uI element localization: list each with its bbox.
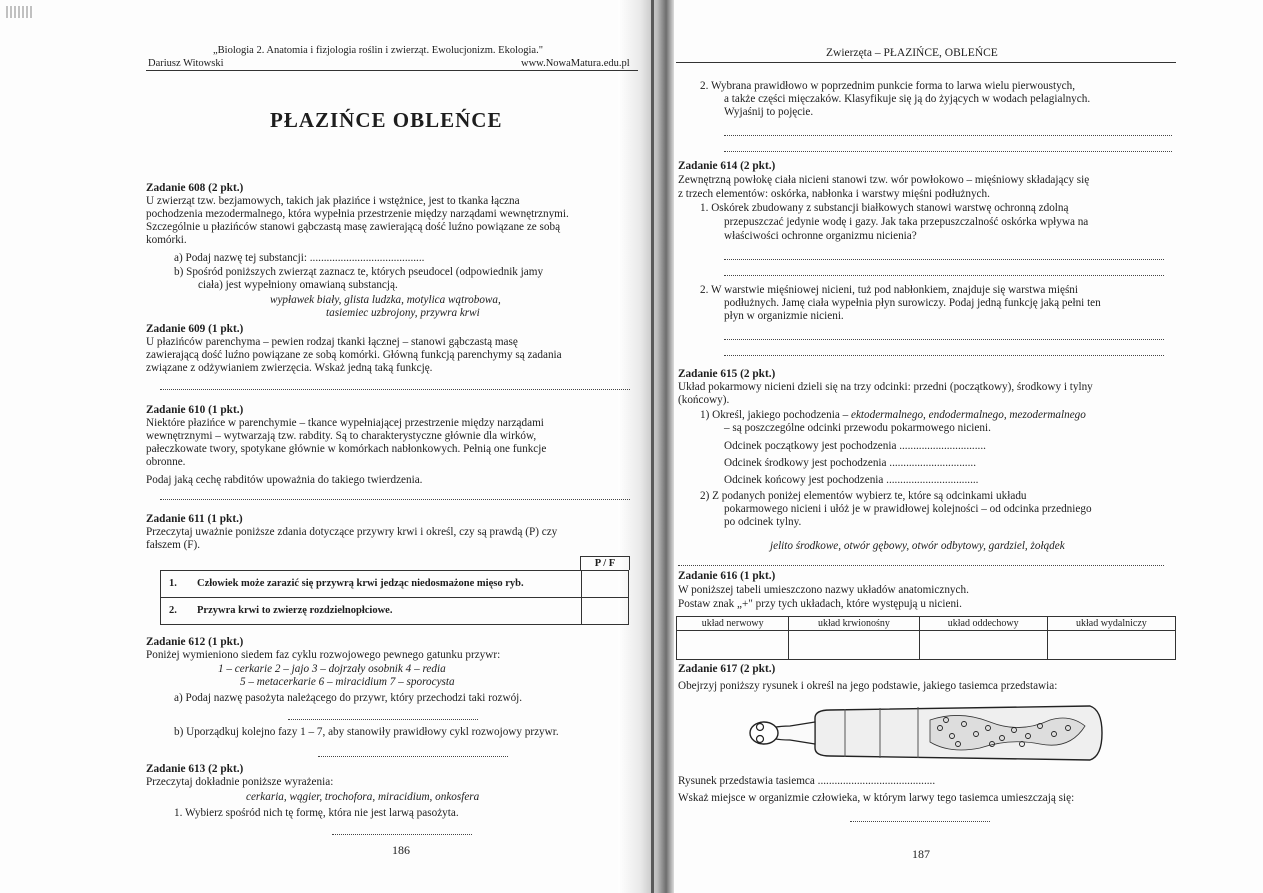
task-614-question-2-2: podłużnych. Jamę ciała wypełnia płyn surowiczy. Podaj jedną funkcję jaką pełni ten xyxy=(724,297,1101,309)
task-608-text-2: pochodzenia mezodermalnego, która wypełnia przestrzenie między narządami wewnętrznymi. xyxy=(146,208,569,220)
task-615-text-2: (końcowy). xyxy=(678,394,730,406)
task-615-question-2-1: 2) Z podanych poniżej elementów wybierz te, które są odcinkami układu xyxy=(700,490,1027,502)
task-614-heading: Zadanie 614 (2 pkt.) xyxy=(678,160,776,172)
answer-line[interactable] xyxy=(724,150,1172,152)
task-617-text-1: Obejrzyj poniższy rysunek i określ na jego podstawie, jakiego tasiemca przedstawia: xyxy=(678,680,1058,692)
task-608-text-3: Szczególnie u płazińców stanowi gąbczastą masę zawierającą dość luźno powiązane ze sobą xyxy=(146,221,561,233)
task-615-heading: Zadanie 615 (2 pkt.) xyxy=(678,368,776,380)
task-608-text-1: U zwierząt tzw. bezjamowych, takich jak płazińce i wstężnice, jest to tkanka łączna xyxy=(146,195,520,207)
task-613-heading: Zadanie 613 (2 pkt.) xyxy=(146,763,244,775)
task-614-question-1-1: 1. Oskórek zbudowany z substancji białkowych stanowi warstwę ochronną zdolną xyxy=(700,202,1069,214)
answer-line[interactable] xyxy=(724,354,1164,356)
task-613-text-1: Przeczytaj dokładnie poniższe wyrażenia: xyxy=(146,776,334,788)
task-615-question-1-2: – są poszczególne odcinki przewodu pokarmowego nicieni. xyxy=(724,422,991,434)
task-617-heading: Zadanie 617 (2 pkt.) xyxy=(678,663,776,675)
answer-line[interactable] xyxy=(850,820,990,822)
task-617-line-2: Wskaż miejsce w organizmie człowieka, w którym larwy tego tasiemca umieszczają się: xyxy=(678,792,1075,804)
task-612-heading: Zadanie 612 (1 pkt.) xyxy=(146,636,244,648)
column-header: układ krwionośny xyxy=(789,617,919,631)
task-612-question-b: b) Uporządkuj kolejno fazy 1 – 7, aby stanowiły prawidłowy cykl rozwojowy przywr. xyxy=(174,726,559,738)
task-615-line-3: Odcinek końcowy jest pochodzenia ................................. xyxy=(724,474,979,486)
task-613-question-2-2: a także części mięczaków. Klasyfikuje się ją do żyjących w wodach pelagialnych. xyxy=(724,93,1091,105)
task-614-text-2: z trzech elementów: oskórka, nabłonka i warstwy mięśni podłużnych. xyxy=(678,188,990,200)
task-612-phases-2: 5 – metacerkarie 6 – miracidium 7 – sporocysta xyxy=(240,676,455,688)
task-613-question-2-3: Wyjaśnij to pojęcie. xyxy=(724,106,814,118)
answer-line[interactable] xyxy=(724,274,1164,276)
task-611-text-2: fałszem (F). xyxy=(146,539,201,551)
statement-cell: Przywra krwi to zwierzę rozdzielnopłciowe. xyxy=(189,598,582,625)
answer-cell[interactable] xyxy=(789,631,919,660)
task-609-heading: Zadanie 609 (1 pkt.) xyxy=(146,323,244,335)
task-608-animals-2: tasiemiec uzbrojony, przywra krwi xyxy=(326,307,480,319)
task-615-text-1: Układ pokarmowy nicieni dzieli się na trzy odcinki: przedni (początkowy), środkowy i tylny xyxy=(678,381,1093,393)
task-617-line-1: Rysunek przedstawia tasiemca .......................................... xyxy=(678,775,936,787)
task-610-text-3: pałeczkowate twory, spotykane głównie w komórkach nabłonkowych. Pełnią one funkcje xyxy=(146,443,547,455)
header-author: Dariusz Witowski xyxy=(148,58,224,69)
task-615-elements: jelito środkowe, otwór gębowy, otwór odbytowy, gardziel, żołądek xyxy=(770,540,1065,552)
task-615-question-2-3: po odcinek tylny. xyxy=(724,516,802,528)
task-610-text-2: wewnętrznymi – wytwarzają tzw. rabdity. Są to charakterystyczne głównie dla wirków, xyxy=(146,430,537,442)
task-614-text-1: Zewnętrzną powłokę ciała nicieni stanowi tzw. wór powłokowo – mięśniowy składający się xyxy=(678,174,1090,186)
task-614-question-2-1: 2. W warstwie mięśniowej nicieni, tuż pod nabłonkiem, znajduje się warstwa mięśni xyxy=(700,284,1079,296)
answer-line[interactable] xyxy=(678,564,1164,566)
column-header: układ wydalniczy xyxy=(1047,617,1175,631)
task-613-terms: cerkaria, wągier, trochofora, miracidium, onkosfera xyxy=(246,791,480,803)
page-title: PŁAZIŃCE OBLEŃCE xyxy=(270,108,503,132)
task-611-heading: Zadanie 611 (1 pkt.) xyxy=(146,513,243,525)
answer-cell[interactable] xyxy=(677,631,789,660)
task-609-text-2: zawierającą dość luźno powiązane ze sobą komórki. Główną funkcją parenchymy są zadania xyxy=(146,349,562,361)
tapeworm-scolex xyxy=(750,722,778,744)
tf-column-header: P / F xyxy=(580,556,630,570)
page-number: 187 xyxy=(912,847,930,861)
task-612-text-1: Poniżej wymieniono siedem faz cyklu rozwojowego pewnego gatunku przywr: xyxy=(146,649,501,661)
answer-cell[interactable] xyxy=(1047,631,1175,660)
answer-line[interactable] xyxy=(724,258,1164,260)
column-header: układ oddechowy xyxy=(919,617,1047,631)
task-615-question-2-2: pokarmowego nicieni i ułóż je w prawidłowej kolejności – od odcinka przedniego xyxy=(724,503,1092,515)
task-608-heading: Zadanie 608 (2 pkt.) xyxy=(146,182,244,194)
task-615-line-1: Odcinek początkowy jest pochodzenia ............................... xyxy=(724,440,986,452)
task-608-question-b-2: ciała) jest wypełniony omawianą substancją. xyxy=(198,279,398,291)
header-book-title: „Biologia 2. Anatomia i fizjologia roślin i zwierząt. Ewolucjonizm. Ekologia." xyxy=(213,45,544,56)
task-610-heading: Zadanie 610 (1 pkt.) xyxy=(146,404,244,416)
task-616-text-1: W poniższej tabeli umieszczono nazwy układów anatomicznych. xyxy=(678,584,969,596)
task-616-text-2: Postaw znak „+" przy tych układach, które występują u nicieni. xyxy=(678,598,962,610)
task-616-heading: Zadanie 616 (1 pkt.) xyxy=(678,570,776,582)
task-609-text-3: związane z odżywianiem zwierzęcia. Wskaż jedną taką funkcję. xyxy=(146,362,433,374)
header-chapter: Zwierzęta – PŁAZIŃCE, OBLEŃCE xyxy=(826,47,998,59)
task-608-animals-1: wypławek biały, glista ludzka, motylica wątrobowa, xyxy=(270,294,501,306)
task-611-text-1: Przeczytaj uważnie poniższe zdania dotyczące przywry krwi i określ, czy są prawdą (P) czy xyxy=(146,526,558,538)
organ-systems-table xyxy=(676,616,1176,660)
row-number: 1. xyxy=(161,571,190,598)
task-612-question-a: a) Podaj nazwę pasożyta należącego do przywr, który przechodzi taki rozwój. xyxy=(174,692,523,704)
task-609-text-1: U płazińców parenchyma – pewien rodzaj tkanki łącznej – stanowi gąbczastą masę xyxy=(146,336,518,348)
answer-line[interactable] xyxy=(724,134,1172,136)
task-614-question-1-3: właściwości ochronne organizmu nicienia? xyxy=(724,230,917,242)
task-610-question: Podaj jaką cechę rabditów upoważnia do takiego twierdzenia. xyxy=(146,474,423,486)
header-url: www.NowaMatura.edu.pl xyxy=(521,58,630,69)
statement-cell: Człowiek może zarazić się przywrą krwi jedząc niedosmażone mięso ryb. xyxy=(189,571,582,598)
task-613-question-2-1: 2. Wybrana prawidłowo w poprzednim punkcie forma to larwa wielu pierwoustych, xyxy=(700,80,1076,92)
tapeworm-drawing xyxy=(740,700,1110,766)
table-row xyxy=(677,631,1176,660)
table-header-row xyxy=(677,617,1176,631)
answer-cell[interactable] xyxy=(919,631,1047,660)
task-615-q1-options: ektodermalnego, endodermalnego, mezodermalnego xyxy=(850,409,1086,421)
column-header: układ nerwowy xyxy=(677,617,789,631)
header-rule xyxy=(676,62,1176,63)
task-610-text-4: obronne. xyxy=(146,456,186,468)
task-608-question-b-1: b) Spośród poniższych zwierząt zaznacz te, których pseudocel (odpowiednik jamy xyxy=(174,266,544,278)
task-608-question-a: a) Podaj nazwę tej substancji: ......................................... xyxy=(174,252,425,264)
answer-line[interactable] xyxy=(724,338,1164,340)
task-615-question-1-1 xyxy=(700,409,1086,422)
task-615-line-2: Odcinek środkowy jest pochodzenia ............................... xyxy=(724,457,976,469)
task-613-question-1: 1. Wybierz spośród nich tę formę, która nie jest larwą pasożyta. xyxy=(174,807,459,819)
task-608-text-4: komórki. xyxy=(146,234,187,246)
page-number: 186 xyxy=(392,843,410,857)
task-614-question-1-2: przepuszczać jedynie wodę i gazy. Jak taka przepuszczalność oskórka wpływa na xyxy=(724,216,1089,228)
task-612-phases-1: 1 – cerkarie 2 – jajo 3 – dojrzały osobnik 4 – redia xyxy=(218,663,446,675)
row-number: 2. xyxy=(161,598,190,625)
task-610-text-1: Niektóre płazińce w parenchymie – tkance wypełniającej przestrzenie między narządami xyxy=(146,417,544,429)
task-614-question-2-3: płyn w organizmie nicieni. xyxy=(724,310,844,322)
task-615-q1-prefix: 1) Określ, jakiego pochodzenia – xyxy=(700,409,849,421)
